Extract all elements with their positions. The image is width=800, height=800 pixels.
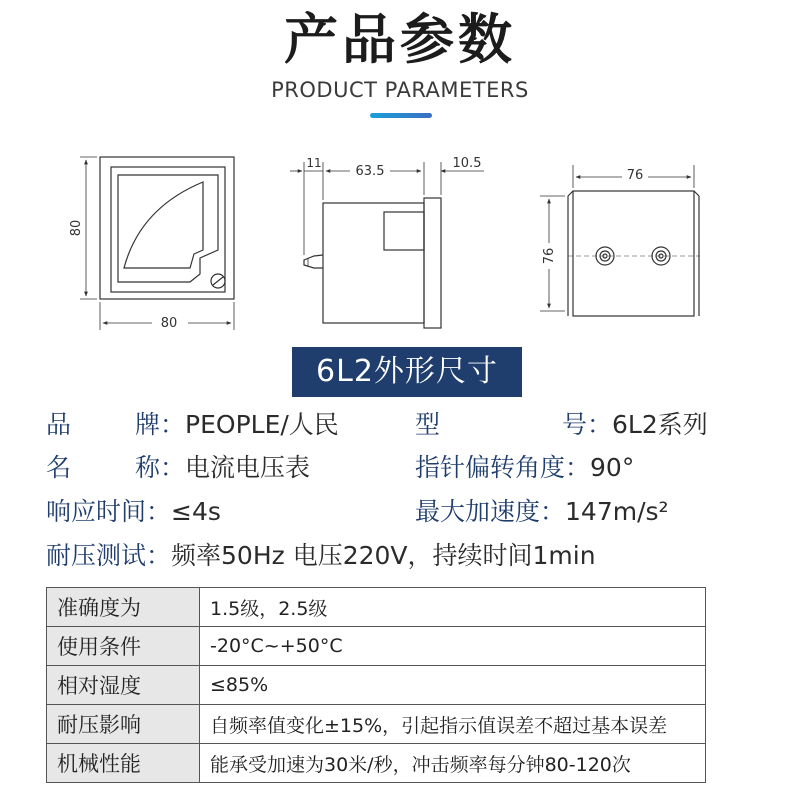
table-key: 使用条件	[47, 627, 200, 666]
spec-deflection-value: 90°	[590, 453, 635, 482]
side-body	[323, 203, 424, 323]
front-height-label: 80	[69, 219, 84, 237]
table-value: 自频率值变化±15%，引起指示值误差不超过基本误差	[200, 705, 706, 744]
back-view-drawing	[540, 165, 700, 316]
spec-response-label: 响应时间	[46, 497, 147, 526]
side-terminal-stud	[304, 255, 323, 268]
table-value: ≤85%	[200, 666, 706, 705]
table-value: -20°C~+50°C	[200, 627, 706, 666]
spec-model: 型 号 ：6L2系列	[415, 410, 708, 439]
side-dim-10-label: 10.5	[452, 156, 482, 171]
table-key: 耐压影响	[47, 705, 200, 744]
page-title: 产品参数	[284, 8, 516, 71]
spec-acceleration: 最大加速度：147m/s²	[415, 497, 669, 526]
table-key: 机械性能	[47, 744, 200, 783]
dimension-drawings	[0, 0, 800, 345]
table-row	[47, 744, 706, 783]
back-outer-frame	[573, 191, 694, 316]
back-height-label: 76	[542, 247, 557, 265]
side-front-flange	[424, 198, 441, 328]
side-window-block	[384, 212, 424, 250]
spec-model-label: 型 号	[415, 410, 587, 439]
spec-acceleration-value: 147m/s²	[565, 497, 669, 526]
side-view-drawing	[290, 162, 484, 328]
page-subtitle: PRODUCT PARAMETERS	[271, 78, 529, 102]
front-scale-arc	[124, 182, 203, 268]
spec-name: 名 称 ：电流电压表	[46, 453, 311, 482]
front-view-drawing	[80, 157, 234, 330]
table-row	[47, 588, 706, 627]
spec-deflection: 指针偏转角度：90°	[415, 453, 635, 482]
spec-voltage-test-label: 耐压测试	[46, 541, 147, 570]
spec-name-label: 名 称	[46, 453, 160, 482]
front-width-label: 80	[160, 316, 178, 331]
spec-brand-value: PEOPLE/人民	[185, 410, 339, 439]
table-row	[47, 705, 706, 744]
spec-voltage-test-value: 频率50Hz 电压220V，持续时间1min	[171, 541, 596, 570]
spec-response: 响应时间：≤4s	[46, 497, 221, 526]
parameters-table	[46, 587, 706, 783]
spec-deflection-label: 指针偏转角度	[415, 453, 566, 482]
side-dim-63-label: 63.5	[355, 164, 385, 179]
table-value: 1.5级，2.5级	[200, 588, 706, 627]
spec-response-value: ≤4s	[171, 497, 221, 526]
table-key: 准确度为	[47, 588, 200, 627]
table-value: 能承受加速为30米/秒，冲击频率每分钟80-120次	[200, 744, 706, 783]
spec-name-value: 电流电压表	[185, 453, 311, 482]
front-inner-frame	[111, 167, 225, 292]
table-key: 相对湿度	[47, 666, 200, 705]
spec-model-value: 6L2系列	[612, 410, 708, 439]
back-width-label: 76	[626, 168, 644, 183]
spec-brand: 品 牌 ：PEOPLE/人民	[46, 410, 339, 439]
front-outer-frame	[100, 157, 234, 299]
side-dim-11-label: 11	[306, 156, 322, 170]
spec-brand-label: 品 牌	[46, 410, 160, 439]
dimension-banner: 6L2外形尺寸	[292, 347, 522, 397]
table-row	[47, 666, 706, 705]
table-row	[47, 627, 706, 666]
spec-voltage-test: 耐压测试：频率50Hz 电压220V，持续时间1min	[46, 541, 596, 570]
spec-acceleration-label: 最大加速度	[415, 497, 541, 526]
